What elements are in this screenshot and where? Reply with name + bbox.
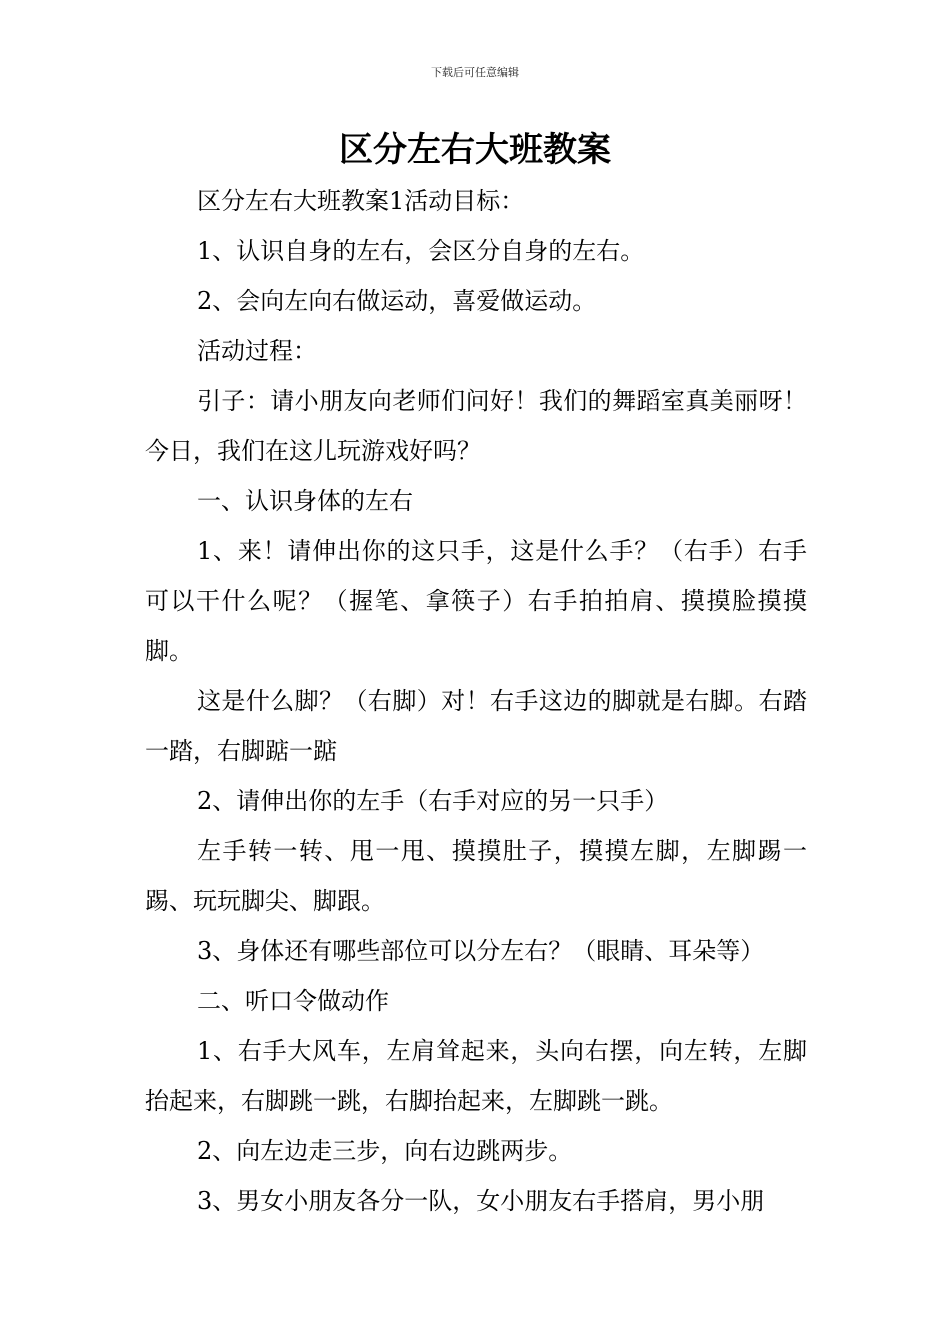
paragraph-process-heading: 活动过程：: [197, 337, 317, 365]
paragraph-command-3: 3、男女小朋友各分一队，女小朋友右手搭肩，男小朋: [197, 1187, 765, 1215]
paragraph-left-hand: 2、请伸出你的左手（右手对应的另一只手）: [197, 787, 669, 815]
paragraph-objectives-heading: 区分左右大班教案1活动目标：: [197, 187, 525, 215]
paragraph-command-2: 2、向左边走三步，向右边跳两步。: [197, 1137, 573, 1165]
paragraph-objective-2: 2、会向左向右做运动，喜爱做运动。: [197, 287, 597, 315]
paragraph-command-1: 1、右手大风车，左肩耸起来，头向右摆，向左转，左脚抬起来，右脚跳一跳，右脚抬起来，左脚跳一跳。: [145, 1037, 807, 1115]
document-title: 区分左右大班教案: [339, 130, 611, 170]
paragraph-section-1-heading: 一、认识身体的左右: [197, 487, 413, 515]
header-note: 下载后可任意编辑: [431, 66, 519, 79]
document-body: [145, 176, 807, 1226]
paragraph-intro: 引子：请小朋友向老师们问好！我们的舞蹈室真美丽呀！今日，我们在这儿玩游戏好吗？: [145, 387, 807, 465]
paragraph-body-parts: 3、身体还有哪些部位可以分左右？（眼睛、耳朵等）: [197, 937, 765, 965]
paragraph-right-foot: 这是什么脚？（右脚）对！右手这边的脚就是右脚。右踏一踏，右脚踮一踮: [145, 687, 807, 765]
paragraph-section-2-heading: 二、听口令做动作: [197, 987, 389, 1015]
paragraph-objective-1: 1、认识自身的左右，会区分自身的左右。: [197, 237, 645, 265]
paragraph-left-actions: 左手转一转、甩一甩、摸摸肚子，摸摸左脚，左脚踢一踢、玩玩脚尖、脚跟。: [145, 837, 807, 915]
paragraph-right-hand: 1、来！请伸出你的这只手，这是什么手？（右手）右手可以干什么呢？（握笔、拿筷子）右手拍拍肩、摸摸脸摸摸脚。: [145, 537, 807, 665]
